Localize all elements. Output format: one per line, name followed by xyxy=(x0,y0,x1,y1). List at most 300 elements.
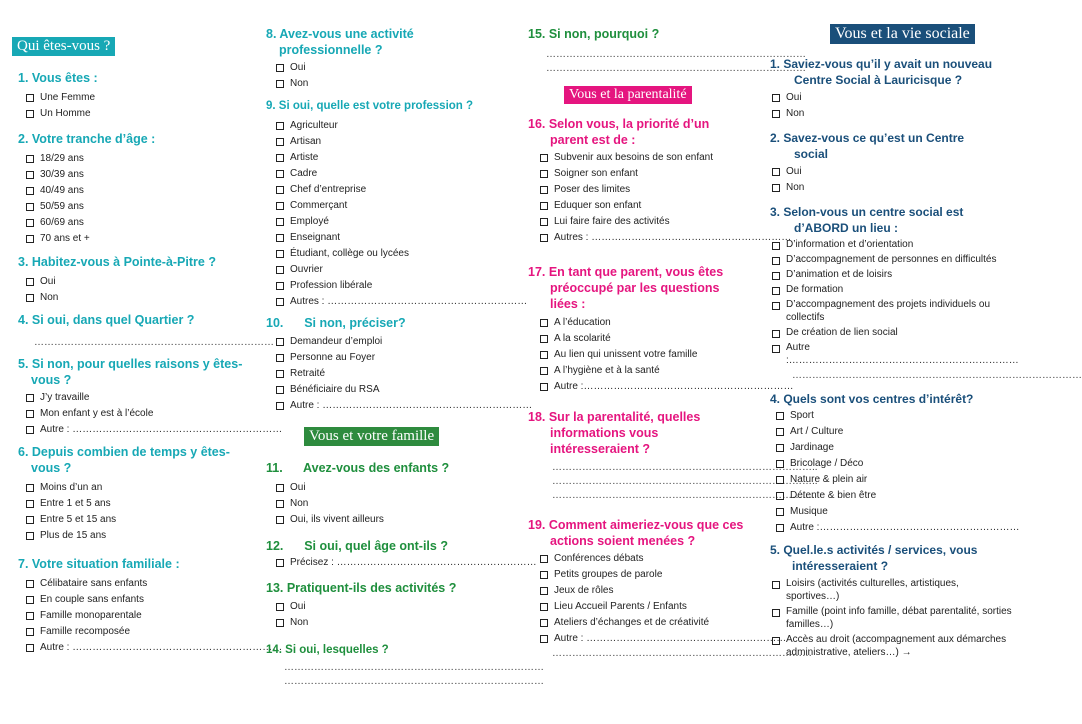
checkbox-option[interactable] xyxy=(540,583,764,599)
options-q12 xyxy=(276,555,537,571)
checkbox-option[interactable] xyxy=(26,167,257,183)
checkbox-option[interactable] xyxy=(772,253,1014,266)
checkbox-option[interactable] xyxy=(276,334,506,350)
checkbox-square-icon[interactable] xyxy=(276,80,284,88)
checkbox-option[interactable] xyxy=(776,440,1014,456)
checkbox-option[interactable] xyxy=(276,246,506,262)
question-6-line-1: 6. Depuis combien de temps y êtes- xyxy=(18,445,230,459)
checkbox-option-label: Au lien qui unissent votre famille xyxy=(554,349,698,360)
checkbox-option[interactable] xyxy=(772,298,1014,324)
options-q11 xyxy=(276,480,506,528)
checkbox-option[interactable] xyxy=(276,480,506,496)
checkbox-option[interactable] xyxy=(540,615,764,631)
checkbox-square-icon[interactable] xyxy=(776,524,784,532)
checkbox-square-icon[interactable] xyxy=(26,500,34,508)
checkbox-square-icon[interactable] xyxy=(276,402,284,410)
checkbox-option-label: En couple sans enfants xyxy=(40,594,144,605)
checkbox-square-icon[interactable] xyxy=(540,335,548,343)
options-q2 xyxy=(26,151,257,247)
section-band-qui-etes-vous: Qui êtes-vous ? xyxy=(12,37,115,56)
checkbox-square-icon[interactable] xyxy=(276,250,284,258)
question-18-line-1: 18. Sur la parentalité, quelles xyxy=(528,410,701,424)
checkbox-option-label: De création de lien social xyxy=(786,327,898,338)
checkbox-option-label: Soigner son enfant xyxy=(554,168,638,179)
checkbox-square-icon[interactable] xyxy=(26,171,34,179)
checkbox-square-icon[interactable] xyxy=(276,500,284,508)
checkbox-option-label: Autre :…………………………………………………… xyxy=(790,522,1020,533)
checkbox-square-icon[interactable] xyxy=(540,154,548,162)
checkbox-option[interactable] xyxy=(772,268,1014,281)
checkbox-option[interactable] xyxy=(772,283,1014,296)
checkbox-option[interactable] xyxy=(772,577,1014,603)
question-15: 15. Si non, pourquoi ? xyxy=(528,27,660,41)
checkbox-option-label: Jardinage xyxy=(790,442,834,453)
answer-line-q14-2[interactable]: …………………………………………………………………… xyxy=(284,676,544,687)
checkbox-square-icon[interactable] xyxy=(276,266,284,274)
checkbox-square-icon[interactable] xyxy=(26,219,34,227)
checkbox-square-icon[interactable] xyxy=(772,94,780,102)
question-16-line-1: 16. Selon vous, la priorité d’un xyxy=(528,117,710,131)
question-10: 10. Si non, préciser? xyxy=(266,316,406,330)
checkbox-square-icon[interactable] xyxy=(276,122,284,130)
checkbox-square-icon[interactable] xyxy=(772,345,780,353)
checkbox-square-icon[interactable] xyxy=(276,218,284,226)
checkbox-square-icon[interactable] xyxy=(776,444,784,452)
answer-line-q15-1[interactable]: …………………………………………………………………… xyxy=(546,49,806,60)
checkbox-option[interactable] xyxy=(276,555,537,571)
checkbox-option[interactable] xyxy=(26,151,257,167)
options-social-q2 xyxy=(772,164,1014,196)
checkbox-option-label: A l’hygiène et à la santé xyxy=(554,365,660,376)
checkbox-square-icon[interactable] xyxy=(772,168,780,176)
checkbox-option[interactable] xyxy=(26,640,283,656)
checkbox-square-icon[interactable] xyxy=(776,428,784,436)
checkbox-option[interactable] xyxy=(276,76,506,92)
checkbox-option-label: Profession libérale xyxy=(290,280,373,291)
answer-line-q15-2[interactable]: …………………………………………………………………… xyxy=(546,63,806,74)
checkbox-option[interactable] xyxy=(540,198,764,214)
options-q8 xyxy=(276,60,506,92)
checkbox-square-icon[interactable] xyxy=(776,508,784,516)
checkbox-option[interactable] xyxy=(776,504,1014,520)
checkbox-square-icon[interactable] xyxy=(276,138,284,146)
checkbox-option-label: Poser des limites xyxy=(554,184,631,195)
question-8-line-2: professionnelle ? xyxy=(279,43,383,57)
checkbox-option[interactable] xyxy=(276,366,506,382)
column-vie-sociale xyxy=(770,0,1082,661)
question-11: 11. Avez-vous des enfants ? xyxy=(266,461,450,475)
answer-line-q18-3[interactable]: ……………………………………………………………………. xyxy=(552,490,815,501)
checkbox-option-label: Entre 1 et 5 ans xyxy=(40,498,111,509)
checkbox-square-icon[interactable] xyxy=(276,64,284,72)
checkbox-option[interactable] xyxy=(276,350,506,366)
checkbox-option[interactable] xyxy=(26,199,257,215)
checkbox-option[interactable] xyxy=(276,278,506,294)
checkbox-option-label: D’information et d’orientation xyxy=(786,239,914,250)
checkbox-square-icon[interactable] xyxy=(540,218,548,226)
question-14: 14. Si oui, lesquelles ? xyxy=(266,644,389,656)
options-q16 xyxy=(540,150,792,246)
checkbox-option-label: Artiste xyxy=(290,152,319,163)
checkbox-option[interactable] xyxy=(776,488,1014,504)
checkbox-square-icon[interactable] xyxy=(26,644,34,652)
checkbox-option-label: Retraité xyxy=(290,368,326,379)
checkbox-square-icon[interactable] xyxy=(26,596,34,604)
checkbox-square-icon[interactable] xyxy=(26,155,34,163)
checkbox-option[interactable] xyxy=(276,496,506,512)
checkbox-option[interactable] xyxy=(26,406,257,422)
checkbox-option-label: Autre : ……………………………………………………… xyxy=(40,642,283,653)
checkbox-square-icon[interactable] xyxy=(540,587,548,595)
checkbox-option-label: Autres : …………………………………………………… xyxy=(290,296,528,307)
question-18-line-2: informations vous xyxy=(550,426,659,440)
checkbox-square-icon[interactable] xyxy=(276,186,284,194)
checkbox-option[interactable] xyxy=(540,379,794,395)
checkbox-option-label: Employé xyxy=(290,216,329,227)
checkbox-option-label: Oui xyxy=(290,62,306,73)
checkbox-option[interactable] xyxy=(26,528,257,544)
checkbox-option-label: Oui xyxy=(290,601,306,612)
checkbox-option[interactable] xyxy=(772,90,1014,106)
checkbox-square-icon[interactable] xyxy=(276,234,284,242)
checkbox-option-label: Autre : ……………………………………………………… xyxy=(40,424,283,435)
checkbox-option-label: Ateliers d’échanges et de créativité xyxy=(554,617,710,628)
question-7: 7. Votre situation familiale : xyxy=(18,557,180,571)
checkbox-square-icon[interactable] xyxy=(26,612,34,620)
checkbox-option[interactable] xyxy=(276,512,506,528)
checkbox-option[interactable] xyxy=(276,262,506,278)
checkbox-option[interactable] xyxy=(772,238,1014,251)
question-3: 3. Habitez-vous à Pointe-à-Pitre ? xyxy=(18,255,216,269)
checkbox-option[interactable] xyxy=(26,576,257,592)
checkbox-option-label: Non xyxy=(290,78,309,89)
checkbox-square-icon[interactable] xyxy=(540,555,548,563)
checkbox-square-icon[interactable] xyxy=(276,370,284,378)
question-19-line-2: actions soient menées ? xyxy=(550,534,696,548)
checkbox-option-label: Lieu Accueil Parents / Enfants xyxy=(554,601,687,612)
checkbox-square-icon[interactable] xyxy=(276,338,284,346)
checkbox-option-label: Famille recomposée xyxy=(40,626,131,637)
checkbox-option-label: Ouvrier xyxy=(290,264,323,275)
checkbox-option[interactable] xyxy=(540,599,764,615)
options-q6 xyxy=(26,480,257,544)
checkbox-option-label: Conférences débats xyxy=(554,553,644,564)
checkbox-square-icon[interactable] xyxy=(772,302,780,310)
options-q3 xyxy=(26,274,257,306)
checkbox-option[interactable] xyxy=(26,106,257,122)
checkbox-option[interactable] xyxy=(776,408,1014,424)
checkbox-square-icon[interactable] xyxy=(540,170,548,178)
checkbox-square-icon[interactable] xyxy=(26,532,34,540)
checkbox-option-label: Jeux de rôles xyxy=(554,585,614,596)
question-5-line-1: 5. Si non, pour quelles raisons y êtes- xyxy=(18,357,243,371)
options-q17 xyxy=(540,315,794,395)
checkbox-square-icon[interactable] xyxy=(276,298,284,306)
checkbox-option-label: Étudiant, collège ou lycées xyxy=(290,248,409,259)
checkbox-square-icon[interactable] xyxy=(772,257,780,265)
checkbox-option[interactable] xyxy=(772,106,1014,122)
checkbox-square-icon[interactable] xyxy=(276,619,284,627)
checkbox-square-icon[interactable] xyxy=(772,609,780,617)
checkbox-square-icon[interactable] xyxy=(540,351,548,359)
checkbox-option-label: Art / Culture xyxy=(790,426,844,437)
checkbox-option[interactable] xyxy=(772,180,1014,196)
social-question-1-line-1: 1. Saviez-vous qu’il y avait un nouveau xyxy=(770,57,993,71)
checkbox-option[interactable] xyxy=(772,633,1014,659)
checkbox-option[interactable] xyxy=(276,615,506,631)
checkbox-square-icon[interactable] xyxy=(26,203,34,211)
checkbox-option[interactable] xyxy=(276,230,506,246)
checkbox-square-icon[interactable] xyxy=(26,394,34,402)
checkbox-square-icon[interactable] xyxy=(276,170,284,178)
checkbox-option[interactable] xyxy=(276,294,528,310)
checkbox-option-label: Une Femme xyxy=(40,92,96,103)
checkbox-option-label: Moins d’un an xyxy=(40,482,103,493)
checkbox-square-icon[interactable] xyxy=(540,367,548,375)
section-band-vous-et-la-vie-sociale: Vous et la vie sociale xyxy=(830,24,975,44)
checkbox-option-label: Oui xyxy=(290,482,306,493)
checkbox-option-label: Oui xyxy=(786,166,802,177)
checkbox-square-icon[interactable] xyxy=(276,354,284,362)
answer-line-q14-1[interactable]: …………………………………………………………………… xyxy=(284,662,544,673)
checkbox-option[interactable] xyxy=(26,624,257,640)
question-13: 13. Pratiquent-ils des activités ? xyxy=(266,581,457,595)
question-12: 12. Si oui, quel âge ont-ils ? xyxy=(266,539,448,553)
checkbox-option-label: Famille monoparentale xyxy=(40,610,142,621)
checkbox-square-icon[interactable] xyxy=(772,242,780,250)
checkbox-option[interactable] xyxy=(540,551,764,567)
checkbox-option-label: Bricolage / Déco xyxy=(790,458,864,469)
checkbox-square-icon[interactable] xyxy=(26,628,34,636)
checkbox-square-icon[interactable] xyxy=(26,410,34,418)
checkbox-option-label: Plus de 15 ans xyxy=(40,530,107,541)
options-q10 xyxy=(276,334,533,414)
checkbox-option[interactable] xyxy=(26,183,257,199)
social-question-2-line-1: 2. Savez-vous ce qu’est un Centre xyxy=(770,131,965,145)
checkbox-option[interactable] xyxy=(276,150,506,166)
checkbox-option-label: De formation xyxy=(786,284,844,295)
checkbox-square-icon[interactable] xyxy=(26,278,34,286)
checkbox-option[interactable] xyxy=(540,631,787,647)
section-band-vous-et-la-parentalite: Vous et la parentalité xyxy=(564,86,692,104)
checkbox-square-icon[interactable] xyxy=(772,110,780,118)
checkbox-option[interactable] xyxy=(276,398,533,414)
checkbox-option-label: 50/59 ans xyxy=(40,201,84,212)
checkbox-square-icon[interactable] xyxy=(772,184,780,192)
checkbox-square-icon[interactable] xyxy=(776,460,784,468)
checkbox-option[interactable] xyxy=(26,422,283,438)
checkbox-option[interactable] xyxy=(540,166,764,182)
checkbox-option[interactable] xyxy=(540,230,792,246)
checkbox-option[interactable] xyxy=(776,520,1020,536)
checkbox-option-label: Sport xyxy=(790,410,814,421)
checkbox-option-label: Oui, ils vivent ailleurs xyxy=(290,514,384,525)
question-8-line-1: 8. Avez-vous une activité xyxy=(266,27,414,41)
checkbox-square-icon[interactable] xyxy=(276,282,284,290)
checkbox-option-label: Autre : ……………………………………………………… xyxy=(290,400,533,411)
checkbox-option-label: Oui xyxy=(40,276,56,287)
checkbox-square-icon[interactable] xyxy=(276,516,284,524)
answer-line-q19[interactable]: …………………………………………………………………… xyxy=(552,648,812,659)
options-q19 xyxy=(540,551,787,647)
checkbox-square-icon[interactable] xyxy=(540,383,548,391)
checkbox-square-icon[interactable] xyxy=(776,476,784,484)
checkbox-option[interactable] xyxy=(772,605,1014,631)
checkbox-option[interactable] xyxy=(540,331,764,347)
question-19-line-1: 19. Comment aimeriez-vous que ces xyxy=(528,518,744,532)
checkbox-square-icon[interactable] xyxy=(772,287,780,295)
social-question-3-line-1: 3. Selon-vous un centre social est xyxy=(770,205,964,219)
checkbox-option-label: Artisan xyxy=(290,136,322,147)
checkbox-option-label: Non xyxy=(786,108,805,119)
checkbox-option[interactable] xyxy=(540,363,764,379)
checkbox-option-label: Petits groupes de parole xyxy=(554,569,663,580)
checkbox-square-icon[interactable] xyxy=(26,235,34,243)
answer-line-social-q3[interactable]: …………………………………………………………………………… xyxy=(792,370,1082,381)
checkbox-option-label: Chef d’entreprise xyxy=(290,184,367,195)
checkbox-option-label: Lui faire faire des activités xyxy=(554,216,670,227)
checkbox-square-icon[interactable] xyxy=(540,234,548,242)
question-2: 2. Votre tranche d’âge : xyxy=(18,132,156,146)
checkbox-square-icon[interactable] xyxy=(26,426,34,434)
checkbox-option-label: Entre 5 et 15 ans xyxy=(40,514,117,525)
options-social-q1 xyxy=(772,90,1014,122)
checkbox-option-label: A l’éducation xyxy=(554,317,611,328)
checkbox-option-label: Un Homme xyxy=(40,108,91,119)
checkbox-option-label: D’animation et de loisirs xyxy=(786,269,893,280)
checkbox-square-icon[interactable] xyxy=(26,484,34,492)
checkbox-square-icon[interactable] xyxy=(540,319,548,327)
checkbox-square-icon[interactable] xyxy=(772,581,780,589)
checkbox-square-icon[interactable] xyxy=(26,294,34,302)
checkbox-square-icon[interactable] xyxy=(772,330,780,338)
question-1: 1. Vous êtes : xyxy=(18,71,98,85)
checkbox-option[interactable] xyxy=(26,480,257,496)
checkbox-square-icon[interactable] xyxy=(540,186,548,194)
checkbox-option-label: Subvenir aux besoins de son enfant xyxy=(554,152,713,163)
checkbox-option[interactable] xyxy=(772,326,1014,339)
social-question-3-line-2: d’ABORD un lieu : xyxy=(794,221,898,235)
checkbox-option[interactable] xyxy=(26,608,257,624)
checkbox-square-icon[interactable] xyxy=(26,187,34,195)
checkbox-option[interactable] xyxy=(276,60,506,76)
checkbox-square-icon[interactable] xyxy=(540,202,548,210)
checkbox-square-icon[interactable] xyxy=(776,412,784,420)
checkbox-square-icon[interactable] xyxy=(540,571,548,579)
options-q7 xyxy=(26,576,283,656)
checkbox-option[interactable] xyxy=(276,166,506,182)
checkbox-option-label: Famille (point info famille, débat parentalité, sorties familles…) xyxy=(786,606,1012,630)
checkbox-option[interactable] xyxy=(276,134,506,150)
checkbox-square-icon[interactable] xyxy=(276,603,284,611)
checkbox-option[interactable] xyxy=(540,347,764,363)
checkbox-option[interactable] xyxy=(26,90,257,106)
checkbox-option[interactable] xyxy=(540,182,764,198)
checkbox-option-label: A la scolarité xyxy=(554,333,611,344)
checkbox-option[interactable] xyxy=(540,214,764,230)
question-6-line-2: vous ? xyxy=(31,461,72,475)
checkbox-square-icon[interactable] xyxy=(276,154,284,162)
checkbox-square-icon[interactable] xyxy=(26,94,34,102)
checkbox-option-label: Autre : …………………………………………………… xyxy=(554,633,787,644)
checkbox-option-label: Eduquer son enfant xyxy=(554,200,642,211)
checkbox-square-icon[interactable] xyxy=(540,603,548,611)
answer-line-q18-1[interactable]: …………………………………………………………………….. xyxy=(552,462,818,473)
question-17-line-3: liées : xyxy=(550,297,586,311)
checkbox-option[interactable] xyxy=(540,315,764,331)
checkbox-option[interactable] xyxy=(276,382,506,398)
checkbox-square-icon[interactable] xyxy=(276,386,284,394)
question-17-line-2: préoccupé par les questions xyxy=(550,281,720,295)
checkbox-option-label: 18/29 ans xyxy=(40,153,84,164)
checkbox-option[interactable] xyxy=(26,512,257,528)
checkbox-option-label: Nature & plein air xyxy=(790,474,868,485)
checkbox-square-icon[interactable] xyxy=(26,110,34,118)
checkbox-square-icon[interactable] xyxy=(540,635,548,643)
checkbox-option[interactable] xyxy=(26,592,257,608)
checkbox-option[interactable] xyxy=(276,182,506,198)
checkbox-option[interactable] xyxy=(26,274,257,290)
checkbox-option[interactable] xyxy=(772,341,1019,367)
checkbox-square-icon[interactable] xyxy=(26,516,34,524)
question-16-line-2: parent est de : xyxy=(550,133,636,147)
checkbox-option-label: Accès au droit (accompagnement aux démarches administrative, ateliers…) → xyxy=(786,634,1007,658)
checkbox-option[interactable] xyxy=(276,214,506,230)
checkbox-square-icon[interactable] xyxy=(26,580,34,588)
checkbox-option-label: 40/49 ans xyxy=(40,185,84,196)
checkbox-square-icon[interactable] xyxy=(772,272,780,280)
checkbox-option[interactable] xyxy=(276,198,506,214)
checkbox-option-label: Bénéficiaire du RSA xyxy=(290,384,380,395)
checkbox-option-label: Non xyxy=(290,498,309,509)
question-9: 9. Si oui, quelle est votre profession ? xyxy=(266,100,474,112)
checkbox-option[interactable] xyxy=(772,164,1014,180)
checkbox-option[interactable] xyxy=(776,456,1014,472)
checkbox-option-label: D’accompagnement des projets individuels ou collectifs xyxy=(786,299,991,323)
options-q5 xyxy=(26,390,283,438)
checkbox-square-icon[interactable] xyxy=(540,619,548,627)
answer-line-q4[interactable]: ……………………………………………………………… xyxy=(34,337,274,348)
checkbox-option[interactable] xyxy=(540,567,764,583)
checkbox-option[interactable] xyxy=(26,390,257,406)
column-qui-etes-vous xyxy=(12,0,283,656)
checkbox-square-icon[interactable] xyxy=(276,202,284,210)
checkbox-option-label: Demandeur d’emploi xyxy=(290,336,383,347)
checkbox-option[interactable] xyxy=(776,472,1014,488)
answer-line-q18-2[interactable]: …………………………………………………………………….. xyxy=(552,476,818,487)
checkbox-square-icon[interactable] xyxy=(776,492,784,500)
checkbox-option-label: Détente & bien être xyxy=(790,490,877,501)
checkbox-option-label: Enseignant xyxy=(290,232,341,243)
checkbox-square-icon[interactable] xyxy=(276,559,284,567)
checkbox-square-icon[interactable] xyxy=(276,484,284,492)
checkbox-option[interactable] xyxy=(26,290,257,306)
checkbox-option[interactable] xyxy=(276,118,506,134)
checkbox-option[interactable] xyxy=(26,496,257,512)
checkbox-option[interactable] xyxy=(276,599,506,615)
checkbox-option[interactable] xyxy=(776,424,1014,440)
question-5-line-2: vous ? xyxy=(31,373,72,387)
question-4: 4. Si oui, dans quel Quartier ? xyxy=(18,313,195,327)
checkbox-option[interactable] xyxy=(26,215,257,231)
checkbox-option-label: Loisirs (activités culturelles, artistiques, sportives…) xyxy=(786,578,959,602)
checkbox-square-icon[interactable] xyxy=(772,637,780,645)
question-18-line-3: intéresseraient ? xyxy=(550,442,651,456)
options-q1 xyxy=(26,90,257,122)
checkbox-option[interactable] xyxy=(26,231,257,247)
checkbox-option[interactable] xyxy=(540,150,764,166)
checkbox-option-label: Non xyxy=(786,182,805,193)
